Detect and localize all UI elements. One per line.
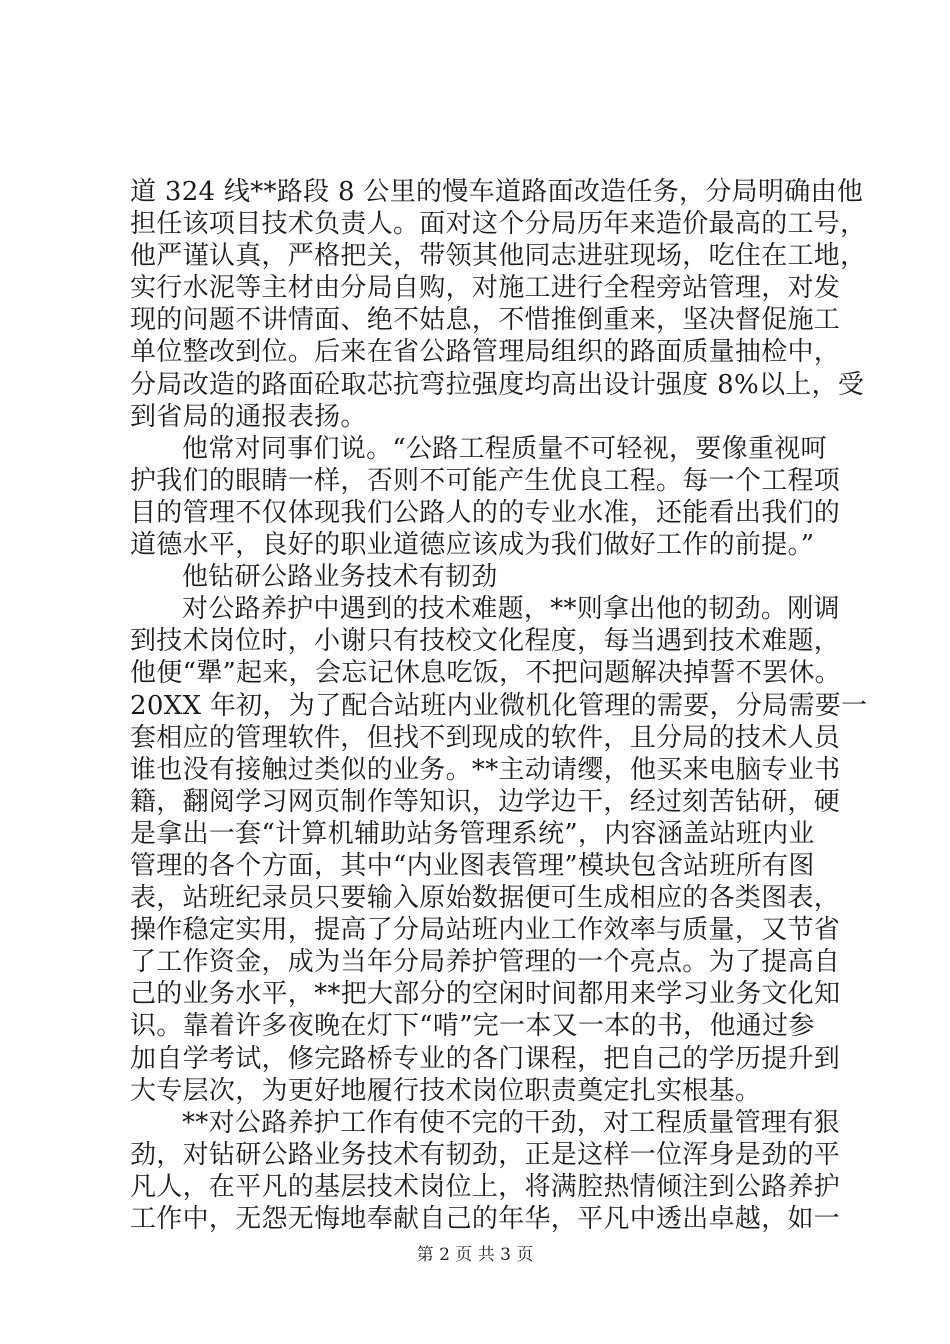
text-line: 凡人，在平凡的基层技术岗位上，将满腔热情倾注到公路养护: [130, 1171, 841, 1202]
text-line: 到省局的通报表扬。: [130, 401, 367, 432]
text-line: 道 324 线**路段 8 公里的慢车道路面改造任务，分局明确由他: [130, 177, 864, 207]
text-line: 管理的各个方面，其中“内业图表管理”模块包含站班所有图: [130, 850, 815, 881]
text-line: 表，站班纪录员只要输入原始数据便可生成相应的各类图表，: [130, 883, 841, 914]
section-heading: 他钻研公路业务技术有韧劲: [182, 562, 498, 593]
text-line: 工作中，无怨无悔地奉献自己的年华，平凡中透出卓越，如一: [130, 1204, 841, 1234]
text-line: 加自学考试，修完路桥专业的各门课程，把自己的学历提升到: [130, 1043, 841, 1074]
text-line: 单位整改到位。后来在省公路管理局组织的路面质量抽检中，: [130, 337, 841, 368]
text-line: 他严谨认真，严格把关，带领其他同志进驻现场，吃住在工地，: [130, 241, 867, 272]
page-footer: 第 2 页 共 3 页: [416, 1245, 534, 1265]
text-line: 劲，对钻研公路业务技术有韧劲，正是这样一位浑身是劲的平: [130, 1139, 841, 1170]
text-line: 谁也没有接触过类似的业务。**主动请缨，他买来电脑专业书: [130, 754, 841, 785]
text-line: 实行水泥等主材由分局自购，对施工进行全程旁站管理，对发: [130, 273, 841, 304]
paragraph-start-line: 对公路养护中遇到的技术难题，**则拿出他的韧劲。刚调: [182, 594, 840, 625]
text-line: 现的问题不讲情面、绝不姑息，不惜推倒重来，坚决督促施工: [130, 305, 841, 336]
text-line: 目的管理不仅体现我们公路人的的专业水准，还能看出我们的: [130, 497, 841, 528]
text-line: 识。靠着许多夜晚在灯下“啃”完一本又一本的书，他通过参: [130, 1011, 815, 1042]
text-line: 是拿出一套“计算机辅助站务管理系统”，内容涵盖站班内业: [130, 818, 815, 849]
paragraph-start-line: 他常对同事们说。“公路工程质量不可轻视，要像重视呵: [182, 433, 827, 464]
text-line: 道德水平，良好的职业道德应该成为我们做好工作的前提。”: [130, 530, 815, 561]
text-line: 套相应的管理软件，但找不到现成的软件，且分局的技术人员: [130, 722, 841, 753]
text-line: 操作稳定实用，提高了分局站班内业工作效率与质量，又节省: [130, 915, 841, 946]
document-body: [130, 176, 868, 1235]
text-line: 到技术岗位时，小谢只有技校文化程度，每当遇到技术难题，: [130, 626, 841, 657]
text-line: 己的业务水平，**把大部分的空闲时间都用来学习业务文化知: [130, 979, 841, 1010]
paragraph-start-line: **对公路养护工作有使不完的干劲，对工程质量管理有狠: [182, 1107, 840, 1138]
text-line: 他便“犟”起来，会忘记休息吃饭，不把问题解决掉誓不罢休。: [130, 658, 841, 689]
text-line: 分局改造的路面砼取芯抗弯拉强度均高出设计强度 8%以上，受: [130, 369, 865, 400]
text-line: 大专层次，为更好地履行技术岗位职责奠定扎实根基。: [130, 1075, 762, 1106]
text-line: 20XX 年初，为了配合站班内业微机化管理的需要，分局需要一: [130, 690, 868, 721]
text-line: 护我们的眼睛一样，否则不可能产生优良工程。每一个工程项: [130, 465, 841, 496]
text-line: 籍，翻阅学习网页制作等知识，边学边干，经过刻苦钻研，硬: [130, 786, 841, 817]
text-line: 担任该项目技术负责人。面对这个分局历年来造价最高的工号，: [130, 209, 867, 240]
text-line: 了工作资金，成为当年分局养护管理的一个亮点。为了提高自: [130, 947, 841, 978]
